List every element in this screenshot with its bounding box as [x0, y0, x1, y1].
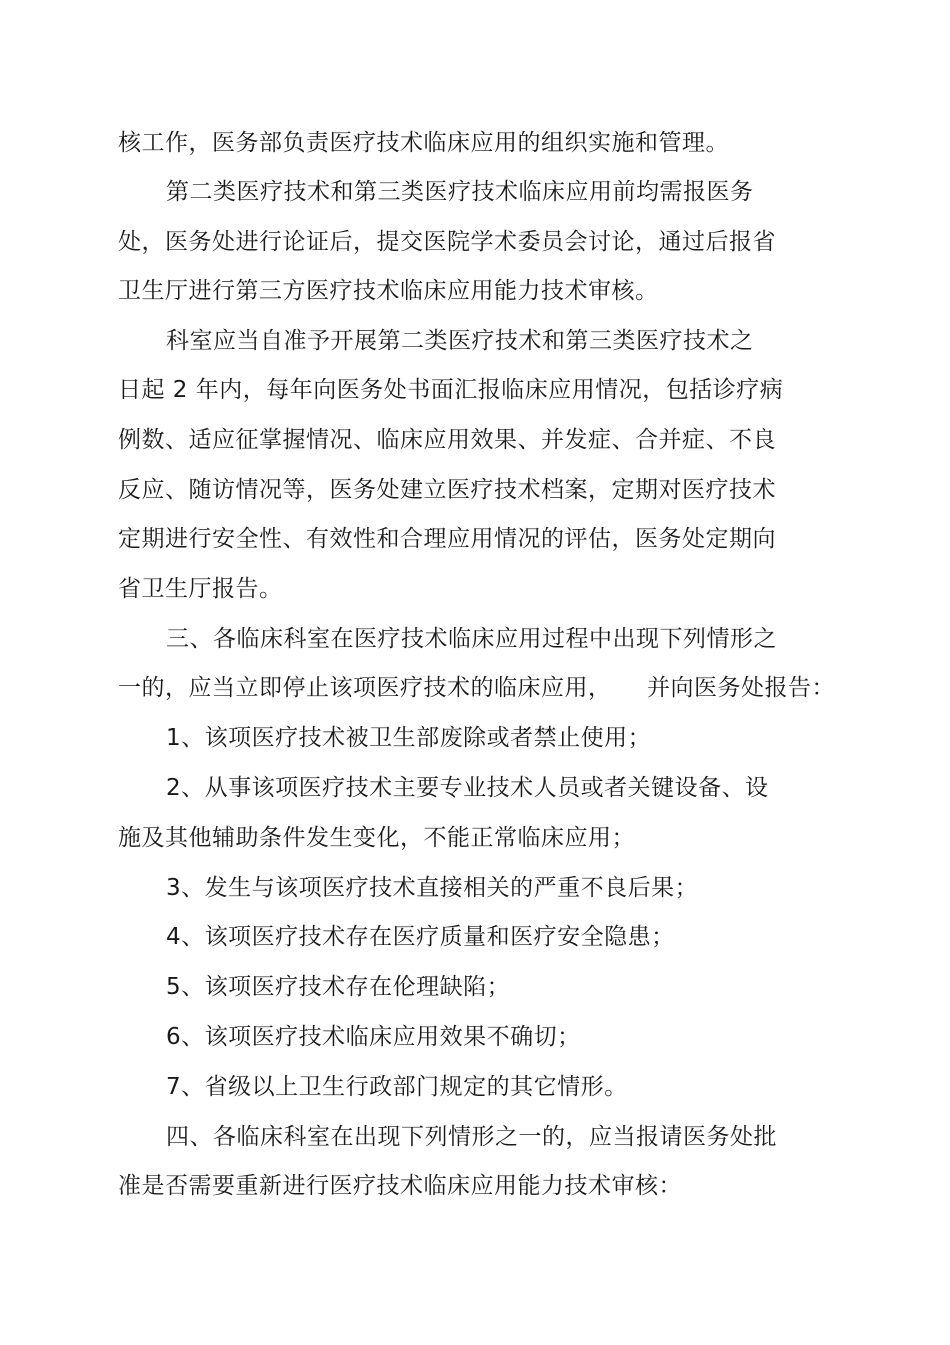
- text-line: 6、该项医疗技术临床应用效果不确切；: [166, 1024, 581, 1050]
- text-line: 反应、随访情况等，医务处建立医疗技术档案，定期对医疗技术: [118, 477, 776, 503]
- text-line: 三、各临床科室在医疗技术临床应用过程中出现下列情形之: [166, 626, 777, 652]
- text-line: 准是否需要重新进行医疗技术临床应用能力技术审核：: [118, 1173, 682, 1199]
- text-line: 日起 2 年内，每年向医务处书面汇报临床应用情况，包括诊疗病: [118, 377, 784, 403]
- text-line: 四、各临床科室在出现下列情形之一的，应当报请医务处批: [166, 1124, 777, 1150]
- text-line: 省卫生厅报告。: [118, 576, 283, 602]
- text-line: 4、该项医疗技术存在医疗质量和医疗安全隐患；: [166, 924, 675, 950]
- text-line: 7、省级以上卫生行政部门规定的其它情形。: [166, 1074, 628, 1100]
- text-line: 处，医务处进行论证后，提交医院学术委员会讨论，通过后报省: [118, 229, 776, 255]
- text-line: 3、发生与该项医疗技术直接相关的严重不良后果；: [166, 875, 699, 901]
- text-line: 1、该项医疗技术被卫生部废除或者禁止使用；: [166, 725, 652, 751]
- text-line: 核工作，医务部负责医疗技术临床应用的组织实施和管理。: [118, 130, 729, 156]
- text-line: 施及其他辅助条件发生变化，不能正常临床应用；: [118, 825, 635, 851]
- text-line: 2、从事该项医疗技术主要专业技术人员或者关键设备、设: [166, 775, 769, 801]
- text-line: 定期进行安全性、有效性和合理应用情况的评估，医务处定期向: [118, 526, 776, 552]
- text-line: 一的，应当立即停止该项医疗技术的临床应用， 并向医务处报告：: [118, 675, 835, 701]
- text-line: 第二类医疗技术和第三类医疗技术临床应用前均需报医务: [166, 179, 754, 205]
- text-line: 例数、适应征掌握情况、临床应用效果、并发症、合并症、不良: [118, 427, 776, 453]
- text-line: 卫生厅进行第三方医疗技术临床应用能力技术审核。: [118, 278, 659, 304]
- text-line: 5、该项医疗技术存在伦理缺陷；: [166, 974, 511, 1000]
- text-line: 科室应当自准予开展第二类医疗技术和第三类医疗技术之: [166, 328, 754, 354]
